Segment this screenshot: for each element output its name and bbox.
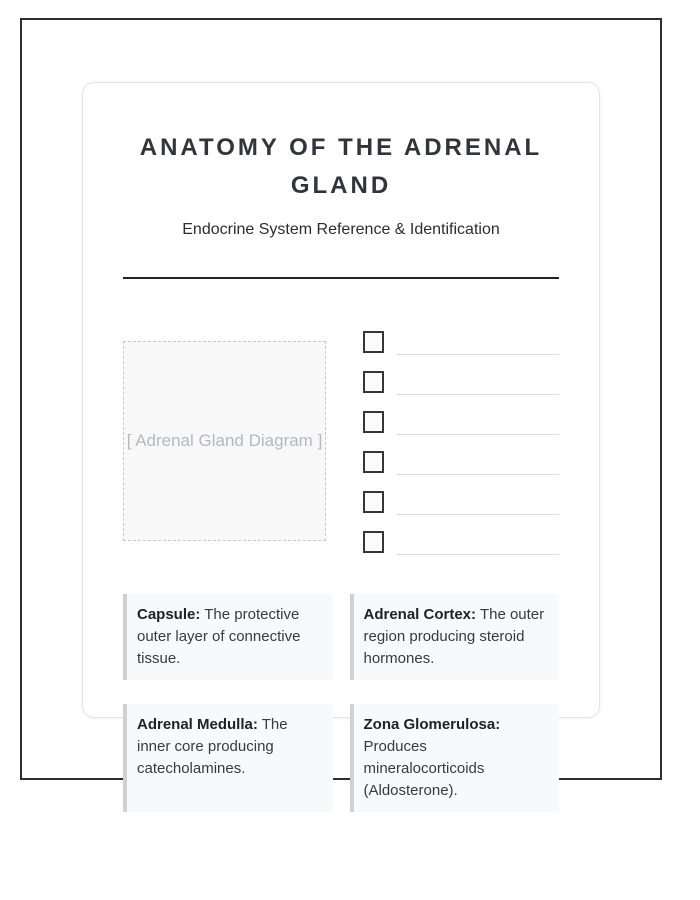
checkbox-row: [363, 451, 559, 491]
definitions-grid: [123, 594, 559, 812]
definition-description: The outer region producing steroid hormones.: [363, 606, 545, 667]
checkbox-row: [363, 491, 559, 531]
checkbox-row: [363, 531, 559, 571]
write-in-line: [396, 531, 559, 555]
write-in-line: [396, 371, 559, 395]
definition-description: The protective outer layer of connective tissue.: [137, 606, 301, 667]
checkbox[interactable]: [363, 371, 384, 393]
diagram-placeholder-label: [ Adrenal Gland Diagram ]: [126, 431, 323, 450]
checkbox[interactable]: [363, 411, 384, 433]
definition-description: The inner core producing catecholamines.: [137, 716, 288, 777]
definition-description: Produces mineralocorticoids (Aldosterone).: [363, 738, 485, 799]
checkbox[interactable]: [363, 491, 384, 513]
worksheet-card: [82, 82, 600, 799]
definition-card: [123, 594, 333, 680]
write-in-line: [396, 331, 559, 355]
definition-card: [350, 704, 560, 812]
definition-card: [350, 594, 560, 680]
checklist: [363, 331, 559, 571]
checkbox-row: [363, 411, 559, 451]
definition-card: [123, 704, 333, 812]
write-in-line: [396, 491, 559, 515]
checkbox[interactable]: [363, 451, 384, 473]
worksheet-content: [83, 83, 599, 812]
diagram-and-checklist-row: [123, 331, 559, 571]
checkbox[interactable]: [363, 331, 384, 353]
definition-term: Zona Glomerulosa:: [363, 716, 501, 733]
checkbox[interactable]: [363, 531, 384, 553]
checkbox-row: [363, 331, 559, 371]
page-subtitle: Endocrine System Reference & Identification: [182, 221, 500, 238]
write-in-line: [396, 451, 559, 475]
write-in-line: [396, 411, 559, 435]
definition-term: Adrenal Cortex:: [363, 606, 477, 623]
definition-term: Capsule:: [137, 606, 201, 623]
checkbox-row: [363, 371, 559, 411]
page-title: ANATOMY OF THE ADRENAL GLAND: [139, 134, 543, 199]
definition-term: Adrenal Medulla:: [137, 716, 258, 733]
divider: [123, 277, 559, 279]
diagram-placeholder: [123, 341, 326, 541]
